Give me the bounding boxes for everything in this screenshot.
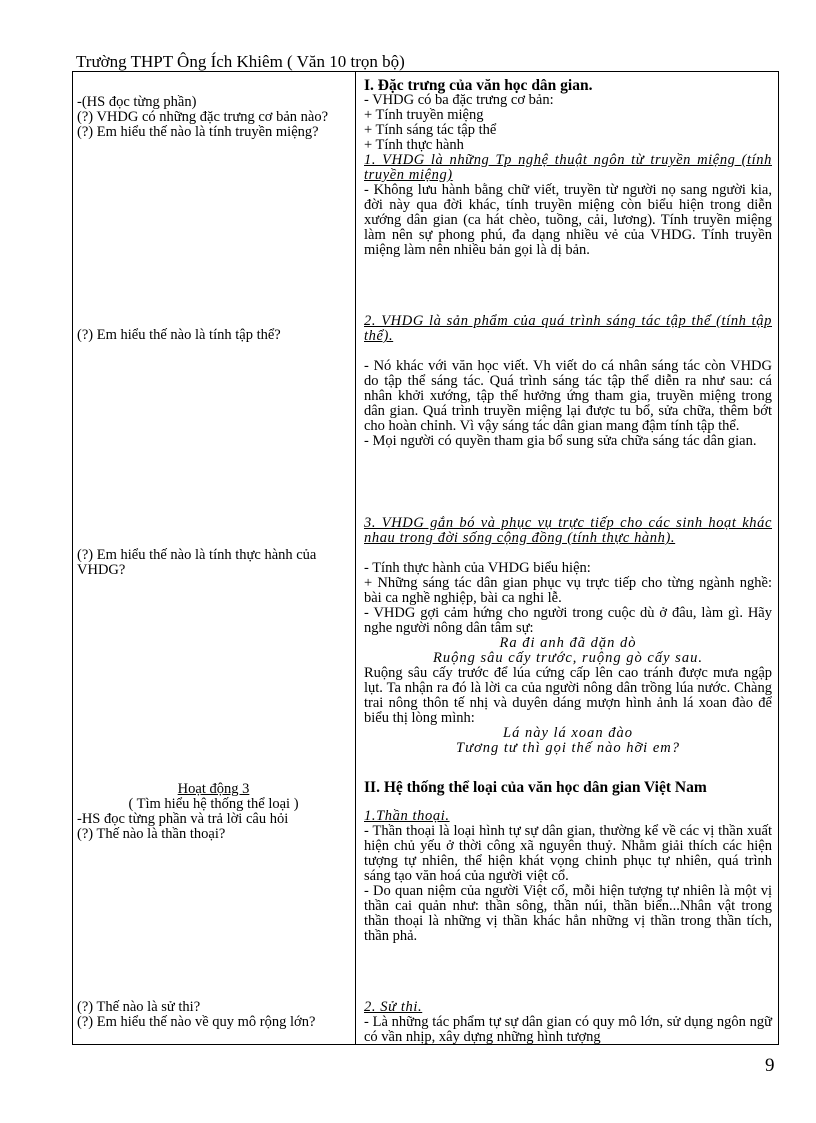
paragraph: - Không lưu hành bằng chữ viết, truyền từ người nọ sang người kia, đời này qua đời khác, tính truyền miệng còn biểu hiện trong diễn xướng dân gian (ca hát chèo, tuồng, cải, lương). Tính truyền miệng làm nên sự phong phú, đa dạng nhiều vẻ của VHDG. Tính truyền miệng làm nên nhiều bản gọi là dị bản. — [364, 182, 772, 258]
left-line: (?) Em hiểu thế nào là tính tập thể? — [77, 327, 281, 343]
page-header: Trường THPT Ông Ích Khiêm ( Văn 10 trọn bộ) — [76, 52, 405, 71]
activity-subtitle: ( Tìm hiểu hệ thống thể loại ) — [128, 796, 299, 812]
page-number: 9 — [765, 1055, 775, 1076]
right-block-4 — [364, 780, 772, 944]
left-block-2 — [77, 328, 350, 343]
paragraph: - Nó khác với văn học viết. Vh viết do cá nhân sáng tác còn VHDG do tập thể sáng tác. Quá trình sáng tác tập thể diễn ra như sau: cá nhân khởi xướng, tập thể hưởng ứng tham gia, truyền miệng trong dân gian. Quá trình truyền miệng lại được tu bổ, sửa chữa, thêm bớt cho hoàn chỉnh. Vì vậy sáng tác dân gian mang đậm tính tập thể. — [364, 358, 772, 434]
section-heading-1: I. Đặc trưng của văn học dân gian. — [364, 77, 593, 94]
subsection-title-2: 2. VHDG là sản phẩm của quá trình sáng tác tập thể (tính tập thể). — [364, 313, 772, 344]
right-block-1 — [364, 78, 772, 258]
genre-title-1: 1.Thần thoại. — [364, 808, 450, 824]
paragraph: - Mọi người có quyền tham gia bổ sung sửa chữa sáng tác dân gian. — [364, 433, 757, 449]
paragraph: + Những sáng tác dân gian phục vụ trực tiếp cho từng ngành nghề: bài ca nghề nghiệp, bài ca nghi lễ. — [364, 575, 772, 606]
left-line: (?) Thế nào là sử thi? — [77, 999, 201, 1015]
left-line: -HS đọc từng phần và trả lời câu hỏi — [77, 811, 289, 827]
left-block-4 — [77, 782, 350, 842]
column-divider — [355, 71, 356, 1045]
subsection-title-3: 3. VHDG gắn bó và phục vụ trực tiếp cho các sinh hoạt khác nhau trong đời sống cộng đồng (tính thực hành). — [364, 515, 772, 546]
right-block-2 — [364, 314, 772, 449]
left-line: (?) Em hiểu thế nào là tính thực hành của VHDG? — [77, 547, 317, 578]
section-heading-2: II. Hệ thống thể loại của văn học dân gian Việt Nam — [364, 779, 707, 796]
left-block-3 — [77, 548, 350, 578]
poem-line: Tương tư thì gọi thế nào hỡi em? — [456, 740, 680, 756]
right-block-3 — [364, 516, 772, 756]
left-block-1 — [77, 95, 350, 140]
activity-title: Hoạt động 3 — [177, 781, 250, 797]
poem-line: Lá này lá xoan đào — [503, 725, 633, 741]
poem-line: Ruộng sâu cấy trước, ruộng gò cấy sau. — [433, 650, 703, 666]
paragraph: Ruộng sâu cấy trước để lúa cứng cấp lên cao tránh được mưa ngập lụt. Ta nhận ra đó là lời ca của người nông dân trồng lúa nước. Chàng trai nông thôn tế nhị và duyên dáng mượn hình ảnh lá xoan đào để biểu thị lòng mình: — [364, 665, 772, 726]
right-line: - VHDG có ba đặc trưng cơ bản: — [364, 92, 554, 108]
paragraph: - Do quan niệm của người Việt cổ, mỗi hiện tượng tự nhiên là một vị thần cai quản như: thần sông, thần núi, thần biển...Nhân vật trong thần thoại là những vị thần khác hẳn những vị thần trong thần tích, thần phả. — [364, 883, 772, 944]
left-block-5 — [77, 1000, 350, 1030]
left-line: (?) Thế nào là thần thoại? — [77, 826, 226, 842]
genre-title-2: 2. Sử thi. — [364, 999, 423, 1015]
subsection-title-1: 1. VHDG là những Tp nghệ thuật ngôn từ truyền miệng (tính truyền miệng) — [364, 152, 772, 183]
right-line: + Tính sáng tác tập thể — [364, 122, 497, 138]
left-line: (?) Em hiểu thế nào là tính truyền miệng? — [77, 124, 319, 140]
paragraph: - VHDG gợi cảm hứng cho người trong cuộc dù ở đâu, làm gì. Hãy nghe người nông dân tâm sự: — [364, 605, 772, 636]
right-line: + Tính thực hành — [364, 137, 464, 153]
paragraph: - Tính thực hành của VHDG biểu hiện: — [364, 560, 591, 576]
right-block-5 — [364, 1000, 772, 1045]
paragraph: - Là những tác phẩm tự sự dân gian có quy mô lớn, sử dụng ngôn ngữ có vần nhịp, xây dựng những hình tượng — [364, 1014, 772, 1045]
left-line: -(HS đọc từng phần) — [77, 94, 197, 110]
left-line: (?) VHDG có những đặc trưng cơ bản nào? — [77, 109, 329, 125]
paragraph: - Thần thoại là loại hình tự sự dân gian, thường kể về các vị thần xuất hiện chủ yếu ở thời công xã nguyên thuỷ. Nhằm giải thích các hiện tượng tự nhiên, thể hiện khát vọng chinh phục tự nhiên, quá trình sáng tạo văn hoá của người việt cổ. — [364, 823, 772, 884]
left-line: (?) Em hiểu thế nào về quy mô rộng lớn? — [77, 1014, 316, 1030]
right-line: + Tính truyền miệng — [364, 107, 484, 123]
poem-line: Ra đi anh đã dặn dò — [499, 635, 637, 651]
